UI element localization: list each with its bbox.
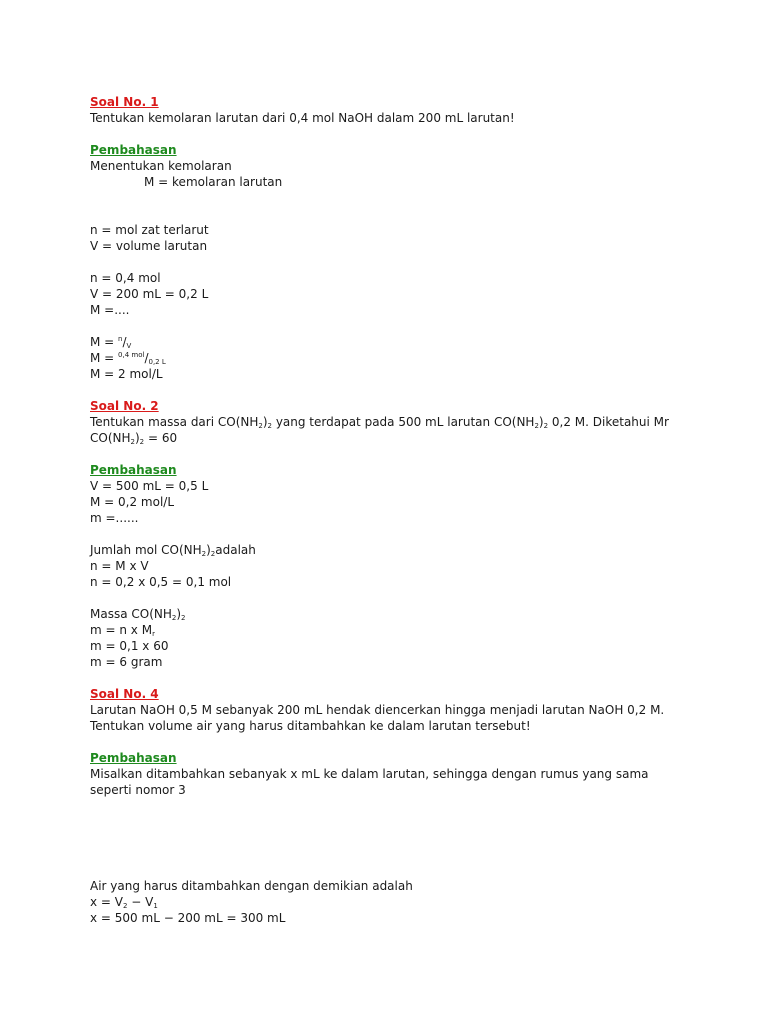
subscript: 2 (543, 422, 549, 430)
soal-2-pembahasan-heading: Pembahasan (90, 463, 177, 477)
soal-2-m-result: m = 6 gram (90, 655, 163, 669)
subscript: 2 (123, 902, 128, 910)
subscript: 2 (534, 422, 539, 430)
subscript: 2 (201, 550, 207, 558)
soal-4-x-formula (90, 894, 690, 910)
soal-1-result: M = 2 mol/L (90, 367, 163, 381)
text-segment: Tentukan massa dari CO(NH (90, 415, 259, 429)
soal-2-v-value: V = 500 mL = 0,5 L (90, 479, 209, 493)
text-segment: yang terdapat pada 500 mL larutan CO(NH (272, 415, 535, 429)
soal-1-m-unknown: M =.... (90, 303, 130, 317)
soal-2-question-line-1 (90, 414, 690, 430)
soal-2-question-line-2 (90, 430, 690, 446)
soal-4-heading: Soal No. 4 (90, 687, 159, 701)
formula-denominator: V (126, 342, 132, 350)
soal-2-heading: Soal No. 2 (90, 399, 159, 413)
soal-1-def-v: V = volume larutan (90, 239, 208, 253)
subscript: 2 (181, 614, 186, 622)
soal-1-n-value: n = 0,4 mol (90, 271, 161, 285)
subscript: 2 (139, 438, 145, 446)
soal-4-air: Air yang harus ditambahkan dengan demikian adalah (90, 879, 413, 893)
soal-2-n-result: n = 0,2 x 0,5 = 0,1 mol (90, 575, 232, 589)
soal-1-def-m: M = kemolaran larutan (144, 175, 283, 189)
text-segment: ) (262, 415, 268, 429)
substitution-denominator: 0,2 L (148, 358, 166, 366)
soal-1-pembahasan-heading: Pembahasan (90, 143, 177, 157)
subscript: 2 (171, 614, 177, 622)
substitution-prefix: M = (90, 351, 119, 365)
soal-4-pembahasan-heading: Pembahasan (90, 751, 177, 765)
subscript: 2 (258, 422, 263, 430)
text-segment: 0,2 M. Diketahui Mr (548, 415, 669, 429)
soal-2-massa-heading (90, 606, 690, 622)
formula-prefix: M = (90, 335, 119, 349)
text-segment: − V (127, 895, 154, 909)
text-segment: Jumlah mol CO(NH (90, 543, 202, 557)
text-segment: ) (134, 431, 140, 445)
soal-4-question-line-1: Larutan NaOH 0,5 M sebanyak 200 mL hendak diencerkan hingga menjadi larutan NaOH 0,2 M. (90, 703, 665, 717)
soal-2-n-formula: n = M x V (90, 559, 149, 573)
soal-2-m-formula (90, 622, 690, 638)
text-segment: m = n x M (90, 623, 153, 637)
text-segment: Massa CO(NH (90, 607, 172, 621)
text-segment: = 60 (144, 431, 178, 445)
document-body (90, 94, 690, 926)
text-segment: adalah (215, 543, 256, 557)
soal-4-intro-line-2: seperti nomor 3 (90, 783, 186, 797)
subscript: 1 (153, 902, 158, 910)
soal-4-question-line-2: Tentukan volume air yang harus ditambahkan ke dalam larutan tersebut! (90, 719, 531, 733)
subscript: 2 (210, 550, 216, 558)
soal-1-substitution: $M = ^{0,4 mol}/_{0,2 L}$ (90, 351, 166, 366)
soal-4-x-result: x = 500 mL − 200 mL = 300 mL (90, 911, 286, 925)
soal-1-heading: Soal No. 1 (90, 95, 159, 109)
soal-2-mol-heading (90, 542, 690, 558)
subscript: 2 (130, 438, 135, 446)
soal-1-v-value: V = 200 mL = 0,2 L (90, 287, 209, 301)
subscript: 2 (267, 422, 272, 430)
soal-1-formula: $M = ^n/_V$ (90, 335, 132, 350)
soal-2-m-value: M = 0,2 mol/L (90, 495, 175, 509)
text-segment: ) (206, 543, 211, 557)
soal-1-def-n: n = mol zat terlarut (90, 223, 209, 237)
text-segment: ) (538, 415, 544, 429)
soal-1-intro: Menentukan kemolaran (90, 159, 232, 173)
subscript: r (152, 630, 155, 638)
substitution-numerator: 0,4 mol (118, 351, 145, 359)
text-segment: CO(NH (90, 431, 131, 445)
soal-2-m-calc: m = 0,1 x 60 (90, 639, 169, 653)
text-segment: ) (176, 607, 182, 621)
formula-numerator: n (118, 335, 123, 343)
soal-4-intro-line-1: Misalkan ditambahkan sebanyak x mL ke dalam larutan, sehingga dengan rumus yang sama (90, 767, 649, 781)
soal-1-question: Tentukan kemolaran larutan dari 0,4 mol NaOH dalam 200 mL larutan! (90, 111, 515, 125)
text-segment: x = V (90, 895, 123, 909)
soal-2-m-unknown: m =...... (90, 511, 139, 525)
